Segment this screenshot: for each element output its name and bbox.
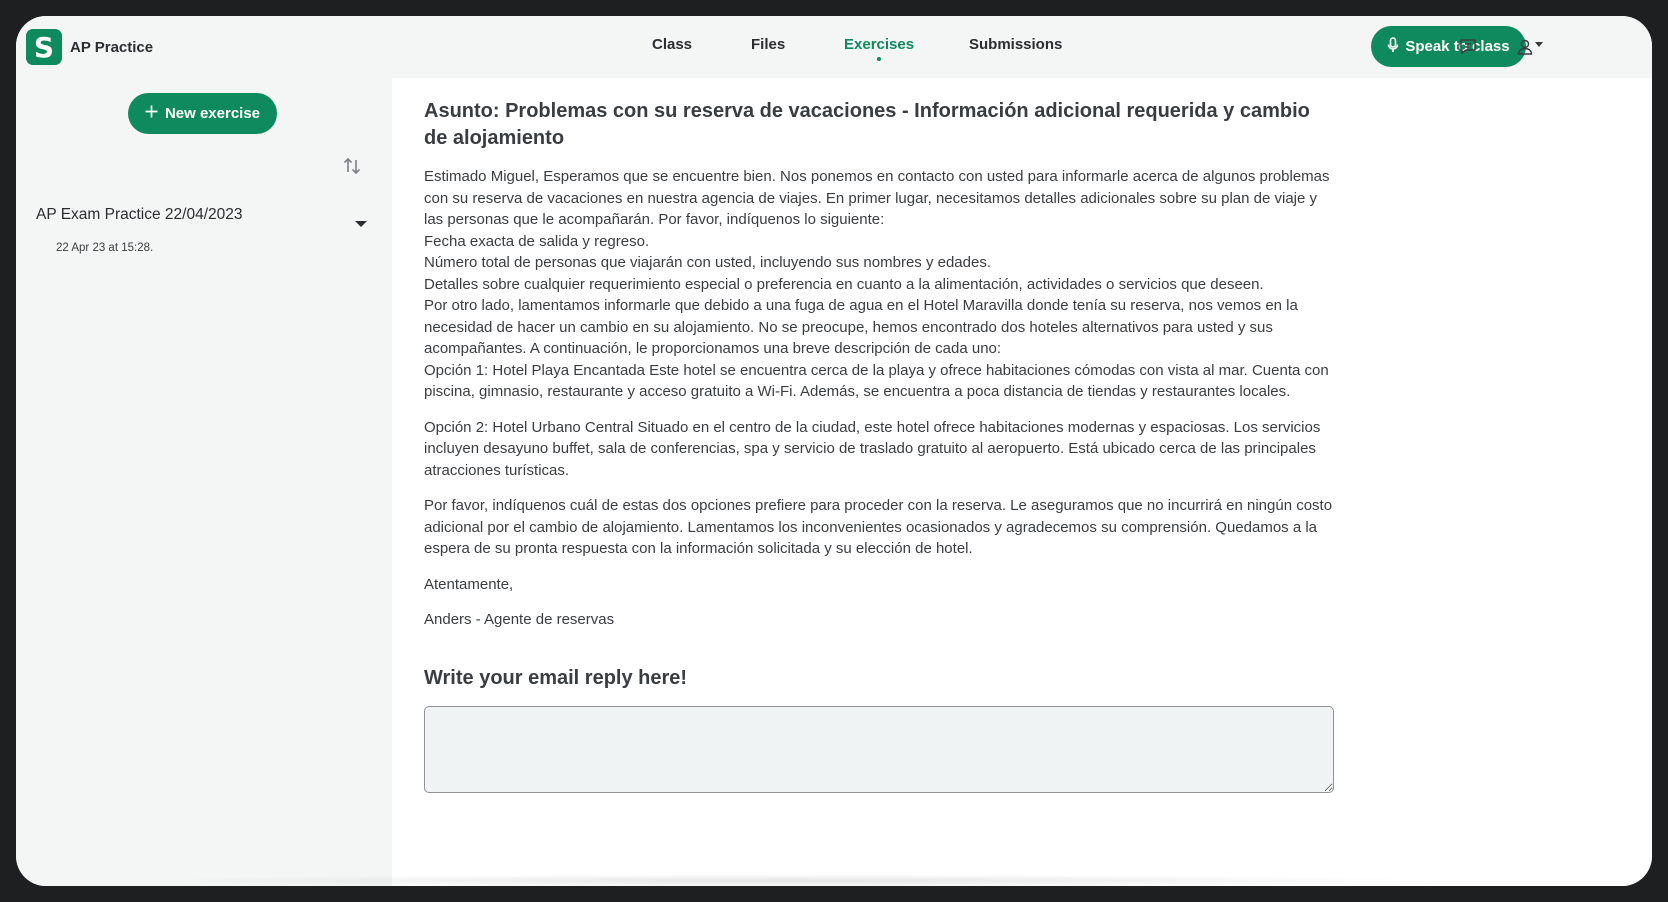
email-paragraph: Número total de personas que viajarán con usted, incluyendo sus nombres y edades. xyxy=(424,254,992,271)
exercise-date: 22 Apr 23 at 15:28. xyxy=(56,242,154,254)
plus-icon xyxy=(145,105,158,122)
sidebar xyxy=(16,78,391,886)
bottom-shadow xyxy=(136,874,1446,886)
email-closing: Atentamente, xyxy=(424,575,514,593)
exercise-panel xyxy=(392,78,1652,886)
user-menu-icon[interactable] xyxy=(1516,35,1546,59)
microphone-icon xyxy=(1387,37,1399,57)
exercise-content xyxy=(424,98,1334,798)
app-window xyxy=(16,16,1652,886)
new-exercise-button[interactable] xyxy=(128,93,277,134)
email-paragraph: Por favor, indíquenos cuál de estas dos opciones prefiere para proceder con la reserva. Le aseguramos que no incurrirá en ningún costo adicional por el cambio de alojamiento. Lamentamos los inconvenientes ocasionados y agradecemos su comprensión. Quedamos a la espera de su pronta respuesta con la información solicitada y su elección de hotel. xyxy=(424,497,1333,557)
exercise-title: AP Exam Practice 22/04/2023 xyxy=(36,206,243,223)
email-paragraph: Detalles sobre cualquier requerimiento especial o preferencia en cuanto a la alimentación, actividades o servicios que deseen. xyxy=(424,275,1264,293)
reply-textarea[interactable] xyxy=(424,706,1334,793)
email-paragraph: Fecha exacta de salida y regreso. xyxy=(424,232,650,250)
reply-heading: Write your email reply here! xyxy=(424,666,688,689)
caret-down-icon[interactable] xyxy=(354,216,368,226)
tab-files[interactable]: Files xyxy=(751,36,786,53)
sort-icon[interactable] xyxy=(341,155,363,177)
new-exercise-label: New exercise xyxy=(164,105,261,122)
tab-exercises[interactable]: Exercises xyxy=(844,36,915,53)
email-paragraph: Por otro lado, lamentamos informarle que debido a una fuga de agua en el Hotel Maravilla donde tenía su reserva, nos vemos en la necesidad de hacer un cambio en su alojamiento. No se preocupe, hemos encontrado dos hoteles alternativos para usted y sus acompañantes. A continuación, le proporcionamos una breve descripción de cada uno: xyxy=(424,297,1298,357)
tab-submissions[interactable]: Submissions xyxy=(969,36,1063,53)
email-body xyxy=(424,166,1334,631)
email-signature: Anders - Agente de reservas xyxy=(424,611,615,628)
app-title: AP Practice xyxy=(70,38,154,56)
exercise-list-item[interactable] xyxy=(36,206,376,276)
tab-class[interactable]: Class xyxy=(652,36,693,53)
speak-to-class-button[interactable] xyxy=(1371,26,1526,67)
email-paragraph: Opción 1: Hotel Playa Encantada Este hotel se encuentra cerca de la playa y ofrece habitaciones cómodas con vista al mar. Cuenta con piscina, gimnasio, restaurante y acceso gratuito a Wi-Fi. Además, se encuentra a poca distancia de tiendas y restaurantes locales. xyxy=(424,361,1329,400)
email-paragraph: Opción 2: Hotel Urbano Central Situado en el centro de la ciudad, este hotel ofrece habitaciones modernas y espaciosas. Los servicios incluyen desayuno buffet, sala de conferencias, spa y servicio de traslado gratuito al aeropuerto. Está ubicado cerca de las principales atracciones turísticas. xyxy=(424,418,1321,479)
brand[interactable] xyxy=(26,29,153,65)
email-paragraph: Estimado Miguel, Esperamos que se encuentre bien. Nos ponemos en contacto con usted para informarle acerca de algunos problemas con su reserva de vacaciones en nuestra agencia de viajes. En primer lugar, necesitamos detalles adicionales sobre su plan de viaje y las personas que le acompañarán. Por favor, indíquenos lo siguiente: xyxy=(424,168,1330,228)
chat-icon[interactable] xyxy=(1456,35,1480,59)
email-subject: Asunto: Problemas con su reserva de vacaciones - Información adicional requerida y cambio de alojamiento xyxy=(424,100,1310,149)
top-bar xyxy=(16,16,1652,78)
app-logo-icon: S xyxy=(26,29,62,65)
speak-to-class-label: Speak to class xyxy=(1405,38,1510,55)
